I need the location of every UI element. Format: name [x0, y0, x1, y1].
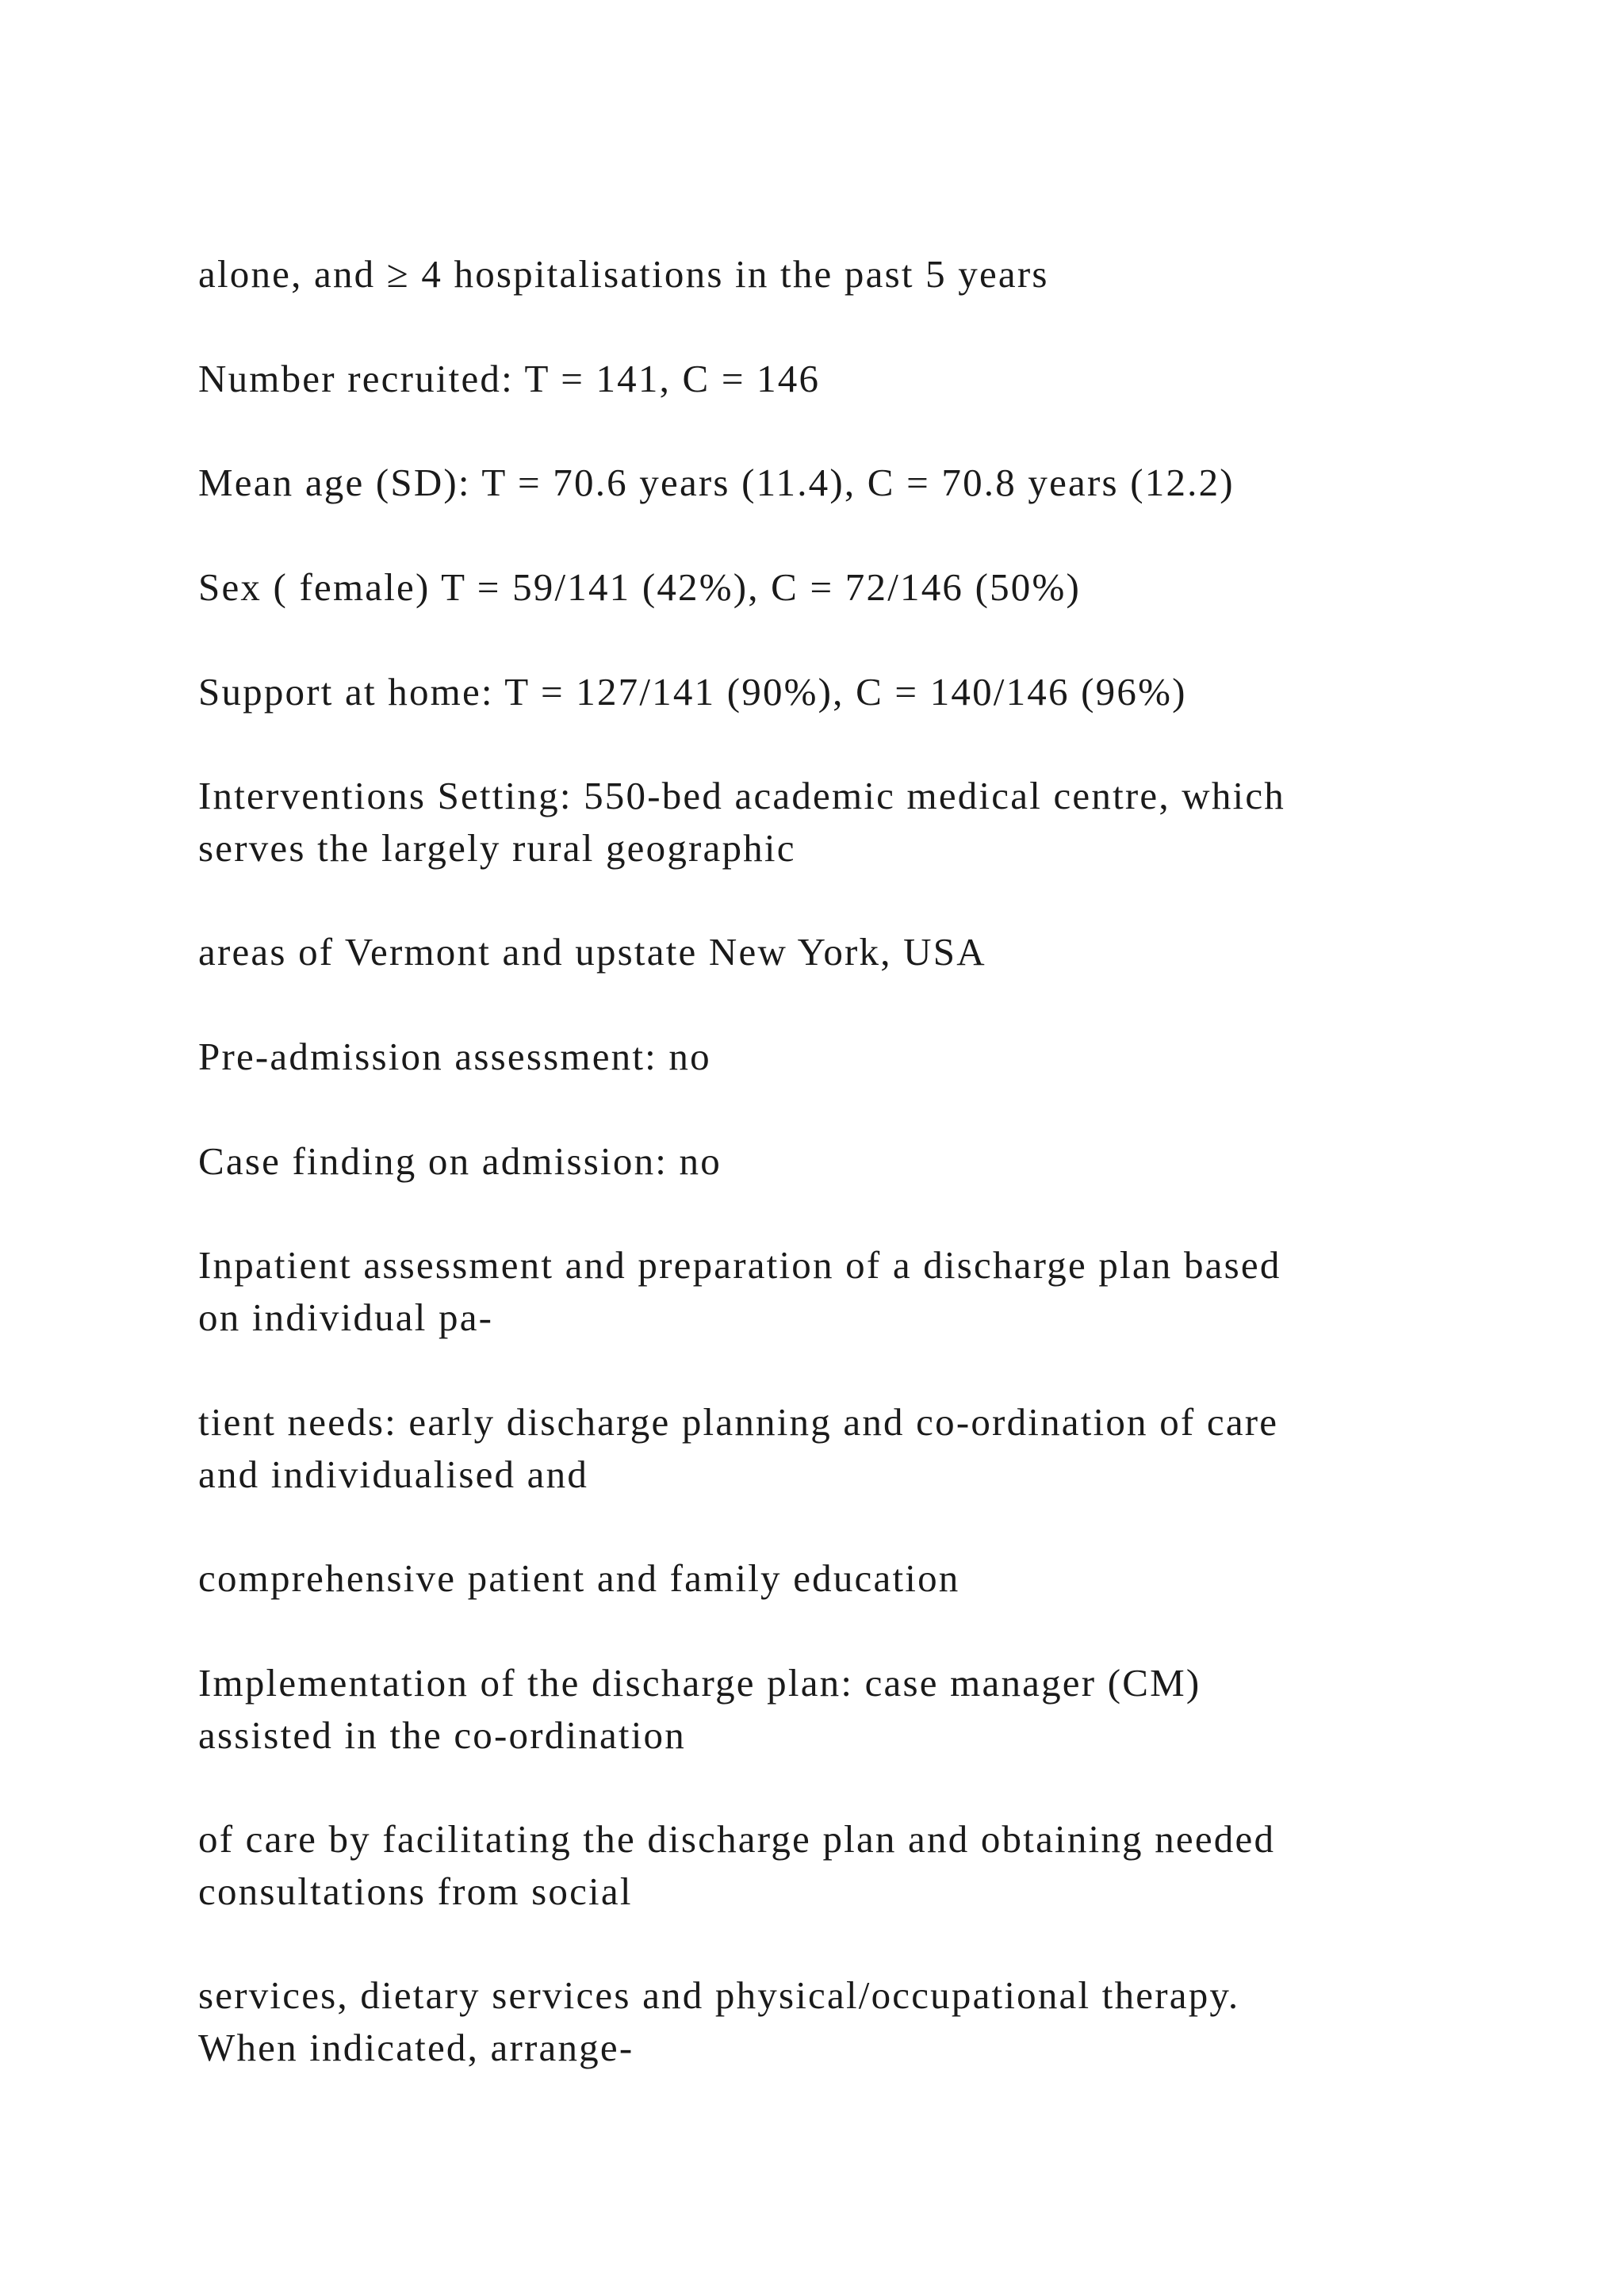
text-line: areas of Vermont and upstate New York, USA: [198, 930, 986, 974]
text-line: Mean age (SD): T = 70.6 years (11.4), C = 70.8 years (12.2): [198, 461, 1235, 504]
text-line: Number recruited: T = 141, C = 146: [198, 357, 821, 400]
text-line: Sex ( female) T = 59/141 (42%), C = 72/146 (50%): [198, 565, 1082, 609]
text-line: Inpatient assessment and preparation of a discharge plan based on individual pa-: [198, 1243, 1281, 1339]
text-line: Support at home: T = 127/141 (90%), C = 140/146 (96%): [198, 670, 1187, 714]
text-line: Implementation of the discharge plan: case manager (CM) assisted in the co-ordination: [198, 1661, 1201, 1757]
text-line: Pre-admission assessment: no: [198, 1035, 711, 1078]
text-line: of care by facilitating the discharge plan and obtaining needed consultations from social: [198, 1817, 1276, 1913]
text-line: services, dietary services and physical/occupational therapy. When indicated, arrange-: [198, 1973, 1240, 2069]
text-line: Case finding on admission: no: [198, 1139, 722, 1183]
text-line: alone, and ≥ 4 hospitalisations in the past 5 years: [198, 252, 1049, 296]
text-line: comprehensive patient and family education: [198, 1556, 960, 1600]
text-line: tient needs: early discharge planning and co-ordination of care and individualised and: [198, 1400, 1279, 1496]
text-line: Interventions Setting: 550-bed academic medical centre, which serves the largely rural geographic: [198, 774, 1285, 870]
